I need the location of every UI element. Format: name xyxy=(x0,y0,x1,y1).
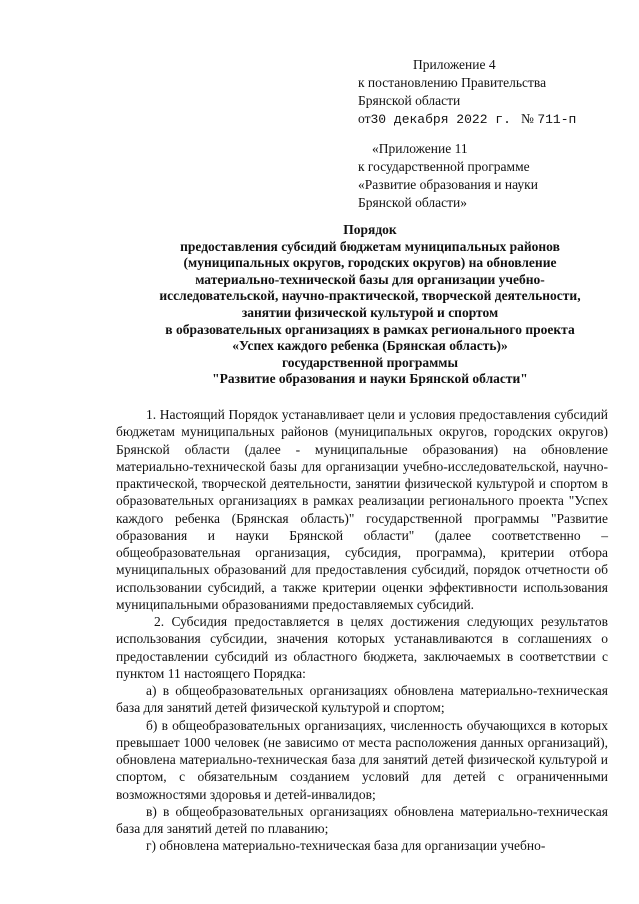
document-title xyxy=(100,222,639,388)
appendix-11-program-name-end: Брянской области» xyxy=(358,195,468,210)
appendix-4-decree: к постановлению Правительства xyxy=(358,75,547,90)
paragraph-2: 2. Субсидия предоставляется в целях достижения следующих результатов использования субсидии, значения которых устанавливаются в соглашениях о предоставлении субсидий из областного бюджета, заключаемых в соответствии с пунктом 11 настоящего Порядка: xyxy=(116,614,608,681)
title-line: занятии физической культурой и спортом xyxy=(241,304,499,320)
appendix-4-header xyxy=(358,56,576,129)
number-sign: № xyxy=(521,111,534,126)
appendix-11-header xyxy=(358,140,538,212)
document-body xyxy=(116,406,608,855)
title-line: предоставления субсидий бюджетам муниципальных районов xyxy=(180,238,560,254)
title-line: Порядок xyxy=(343,222,397,237)
title-line: государственной программы xyxy=(281,354,459,370)
list-item-v: в) в общеобразовательных организациях обновлена материально-техническая база для занятий детей по плаванию; xyxy=(116,803,608,836)
decree-number: 711-п xyxy=(537,112,577,127)
title-line: (муниципальных округов, городских округов) на обновление xyxy=(183,255,557,271)
appendix-11-program-name: «Развитие образования и науки xyxy=(358,177,538,192)
appendix-4-title: Приложение 4 xyxy=(413,57,496,72)
title-line: «Успех каждого ребенка (Брянская область)» xyxy=(232,338,508,354)
appendix-4-date-number xyxy=(358,110,576,129)
list-item-b: б) в общеобразовательных организациях, численность обучающихся в которых превышает 1000 человек (не зависимо от места расположения данных организаций), обновлена материально-техническая база для занятий детей физической культурой и спортом, с обязательным созданием условий для детей с ограниченными возможностями здоровья и детей-инвалидов; xyxy=(116,717,608,802)
appendix-11-program: к государственной программе xyxy=(358,159,530,174)
title-line: исследовательской, научно-практической, творческой деятельности, xyxy=(159,288,581,304)
decree-date: 30 декабря 2022 г. xyxy=(370,112,511,127)
list-item-a: а) в общеобразовательных организациях обновлена материально-техническая база для занятий детей физической культурой и спортом; xyxy=(116,683,608,716)
appendix-4-region: Брянской области xyxy=(358,93,461,108)
paragraph-1: 1. Настоящий Порядок устанавливает цели и условия предоставления субсидий бюджетам муниципальных районов (муниципальных округов, городских округов) Брянской области (далее - муниципальные образования) на обновление материально-технической базы для организации учебно-исследовательской, научно-практической, творческой деятельности, занятии физической культурой и спортом в образовательных организациях в рамках реализации регионального проекта "Успех каждого ребенка (Брянская область)" государственной программы "Развитие образования и науки Брянской области" (далее соответственно – общеобразовательная организация, субсидия, программа), критерии отбора муниципальных образований для предоставления субсидий, порядок отчетности об использовании субсидий, а также критерии оценки эффективности использования муниципальными образованиями предоставляемых субсидий. xyxy=(116,407,608,612)
date-prefix: от xyxy=(358,111,371,126)
title-line: материально-технической базы для организации учебно- xyxy=(195,271,545,287)
appendix-11-title: «Приложение 11 xyxy=(372,141,468,156)
title-line: в образовательных организациях в рамках регионального проекта xyxy=(165,321,575,337)
list-item-g: г) обновлена материально-техническая база для организации учебно- xyxy=(146,838,546,854)
title-line: "Развитие образования и науки Брянской области" xyxy=(212,371,528,387)
